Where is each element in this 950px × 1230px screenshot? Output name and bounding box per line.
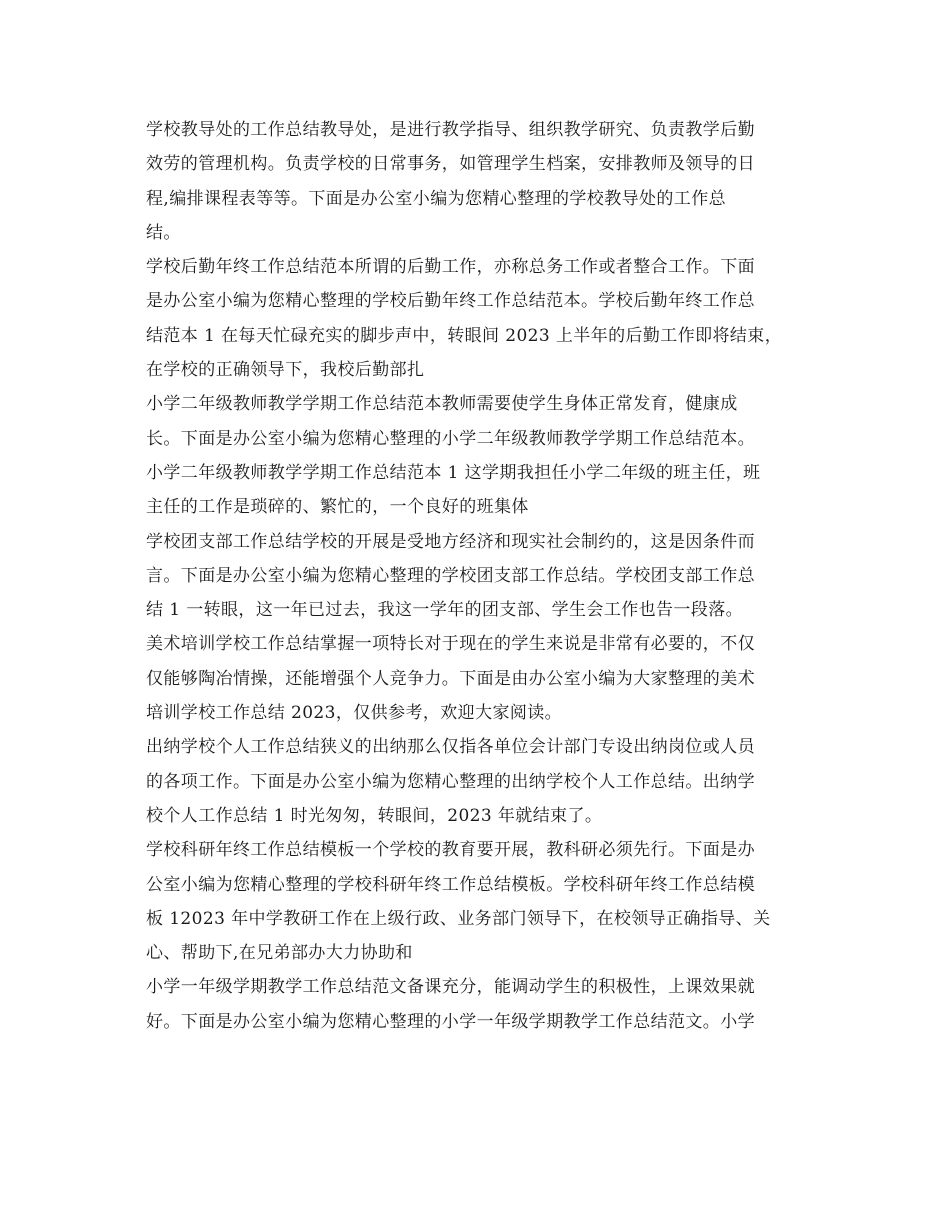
text-line: 程,编排课程表等等。下面是办公室小编为您精心整理的学校教导处的工作总 — [146, 188, 727, 209]
paragraph-3 — [146, 387, 806, 524]
text-line: 好。下面是办公室小编为您精心整理的小学一年级学期教学工作总结范文。小学 — [146, 1011, 755, 1032]
text-line: 学校团支部工作总结学校的开展是受地方经济和现实社会制约的，这是因条件而 — [146, 531, 755, 552]
text-line: 学校后勤年终工作总结范本所谓的后勤工作，亦称总务工作或者整合工作。下面 — [146, 257, 755, 278]
paragraph-7 — [146, 833, 806, 970]
text-line: 结 1 一转眼，这一年已过去，我这一学年的团支部、学生会工作也告一段落。 — [146, 600, 744, 621]
paragraph-2 — [146, 250, 806, 387]
text-line: 学校科研年终工作总结模板一个学校的教育要开展，教科研必须先行。下面是办 — [146, 840, 755, 861]
text-line: 美术培训学校工作总结掌握一项特长对于现在的学生来说是非常有必要的，不仅 — [146, 634, 755, 655]
text-line: 校个人工作总结 1 时光匆匆，转眼间，2023 年就结束了。 — [146, 805, 603, 826]
paragraph-4 — [146, 525, 806, 628]
text-line: 长。下面是办公室小编为您精心整理的小学二年级教师教学学期工作总结范本。 — [146, 428, 755, 449]
text-line: 效劳的管理机构。负责学校的日常事务，如管理学生档案，安排教师及领导的日 — [146, 154, 755, 175]
paragraph-5 — [146, 627, 806, 730]
text-line: 学校教导处的工作总结教导处，是进行教学指导、组织教学研究、负责教学后勤 — [146, 120, 755, 140]
paragraph-1 — [146, 113, 806, 250]
paragraph-8 — [146, 970, 806, 1039]
document-body — [146, 113, 806, 1039]
text-line: 小学二年级教师教学学期工作总结范本教师需要使学生身体正常发育，健康成 — [146, 394, 738, 415]
text-line: 出纳学校个人工作总结狭义的出纳那么仅指各单位会计部门专设出纳岗位或人员 — [146, 737, 755, 758]
text-line: 言。下面是办公室小编为您精心整理的学校团支部工作总结。学校团支部工作总 — [146, 565, 755, 586]
text-line: 仅能够陶冶情操，还能增强个人竞争力。下面是由办公室小编为大家整理的美术 — [146, 668, 755, 689]
text-line: 主任的工作是琐碎的、繁忙的，一个良好的班集体 — [146, 497, 529, 518]
text-line: 培训学校工作总结 2023，仅供参考，欢迎大家阅读。 — [146, 703, 563, 724]
text-line: 的各项工作。下面是办公室小编为您精心整理的出纳学校个人工作总结。出纳学 — [146, 771, 755, 792]
text-line: 心、帮助下,在兄弟部办大力协助和 — [146, 943, 413, 964]
paragraph-6 — [146, 730, 806, 833]
text-line: 结。 — [146, 222, 181, 243]
text-line: 结范本 1 在每天忙碌充实的脚步声中，转眼间 2023 上半年的后勤工作即将结束， — [146, 325, 783, 346]
text-line: 是办公室小编为您精心整理的学校后勤年终工作总结范本。学校后勤年终工作总 — [146, 291, 755, 312]
text-line: 小学二年级教师教学学期工作总结范本 1 这学期我担任小学二年级的班主任，班 — [146, 462, 761, 483]
text-line: 板 12023 年中学教研工作在上级行政、业务部门领导下，在校领导正确指导、关 — [146, 908, 771, 929]
text-line: 在学校的正确领导下，我校后勤部扎 — [146, 360, 425, 381]
text-line: 公室小编为您精心整理的学校科研年终工作总结模板。学校科研年终工作总结模 — [146, 874, 755, 895]
text-line: 小学一年级学期教学工作总结范文备课充分，能调动学生的积极性，上课效果就 — [146, 977, 755, 998]
